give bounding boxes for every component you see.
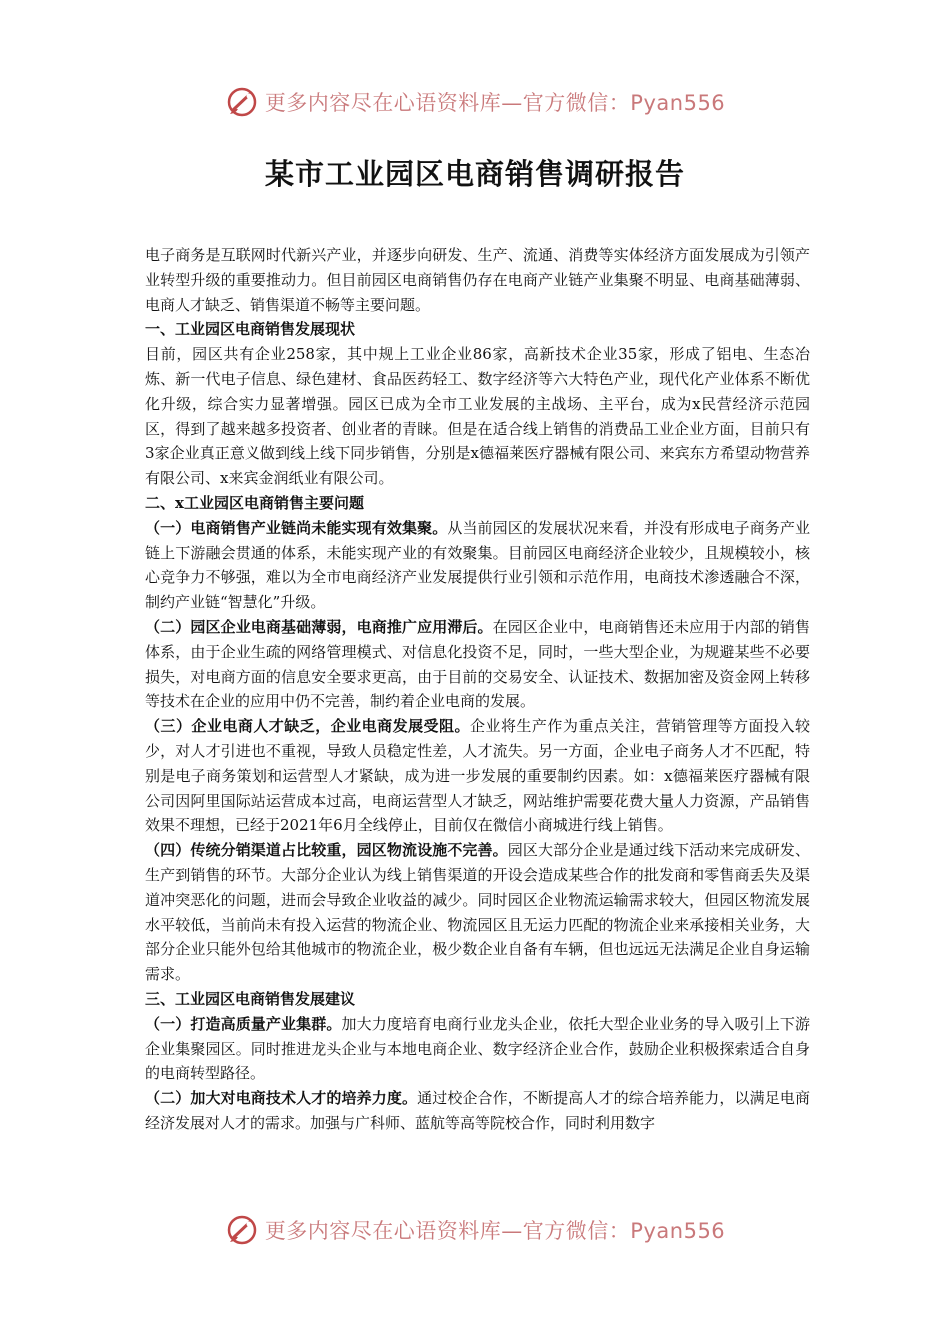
- section-2-item-1: [145, 516, 810, 615]
- intro-paragraph: 电子商务是互联网时代新兴产业，并逐步向研发、生产、流通、消费等实体经济方面发展成为引领产业转型升级的重要推动力。但目前园区电商销售仍存在电商产业链产业集聚不明显、电商基础薄弱、电商人才缺乏、销售渠道不畅等主要问题。: [145, 246, 810, 314]
- section-2-item-2: [145, 615, 810, 714]
- item-lead: （一）打造高质量产业集群。: [145, 1014, 342, 1033]
- section-2-item-3: [145, 714, 810, 838]
- section-3-heading: 三、工业园区电商销售发展建议: [145, 989, 356, 1008]
- footer-watermark-banner: [0, 1210, 950, 1250]
- brush-logo-icon: [225, 85, 259, 119]
- watermark-text: 更多内容尽在心语资料库—官方微信：Pyan556: [264, 1219, 726, 1243]
- item-lead: （三）企业电商人才缺乏，企业电商发展受阻。: [145, 717, 470, 736]
- page-title: 某市工业园区电商销售调研报告: [264, 157, 685, 191]
- item-lead: （二）园区企业电商基础薄弱，电商推广应用滞后。: [145, 617, 493, 636]
- brush-logo-icon: [225, 1213, 259, 1247]
- item-lead: （二）加大对电商技术人才的培养力度。: [145, 1089, 418, 1108]
- item-text: 企业将生产作为重点关注，营销管理等方面投入较少，对人才引进也不重视，导致人员稳定性差，人才流失。另一方面，企业电子商务人才不匹配，特别是电子商务策划和运营型人才紧缺，成为进一步发展的重要制约因素。如：x德福莱医疗器械有限公司因阿里国际站运营成本过高，电商运营型人才缺乏，网站维护需要花费大量人力资源，产品销售效果不理想，已经于2021年6月全线停止，目前仅在微信小商城进行线上销售。: [145, 717, 810, 835]
- item-text: 加大力度培育电商行业龙头企业，依托大型企业业务的导入吸引上下游企业集聚园区。同时推进龙头企业与本地电商企业、数字经济企业合作，鼓励企业积极探索适合自身的电商转型路径。: [145, 1014, 810, 1083]
- item-text: 从当前园区的发展状况来看，并没有形成电子商务产业链上下游融会贯通的体系，未能实现产业的有效聚集。目前园区电商经济企业较少，且规模较小，核心竞争力不够强，难以为全市电商经济产业发展提供行业引领和示范作用，电商技术渗透融合不深，制约产业链“智慧化”升级。: [145, 518, 810, 612]
- section-1-heading: 一、工业园区电商销售发展现状: [145, 320, 356, 339]
- section-3-item-1: [145, 1012, 810, 1086]
- item-text: 园区大部分企业是通过线下活动来完成研发、生产到销售的环节。大部分企业认为线上销售渠道的开设会造成某些合作的批发商和零售商丢失及渠道冲突恶化的问题，进而会导致企业收益的减少。同时园区企业物流运输需求较大，但园区物流发展水平较低，当前尚未有投入运营的物流企业、物流园区且无运力匹配的物流企业来承接相关业务，大部分企业只能外包给其他城市的物流企业，极少数企业自备有车辆，但也远远无法满足企业自身运输需求。: [145, 841, 810, 984]
- document-body: [145, 243, 810, 1136]
- item-lead: （四）传统分销渠道占比较重，园区物流设施不完善。: [145, 841, 508, 860]
- section-2-item-4: [145, 838, 810, 987]
- section-3-item-2: [145, 1086, 810, 1136]
- section-2-heading: 二、x工业园区电商销售主要问题: [145, 493, 364, 512]
- item-lead: （一）电商销售产业链尚未能实现有效集聚。: [145, 518, 448, 537]
- item-text: 在园区企业中，电商销售还未应用于内部的销售体系，由于企业生疏的网络管理模式、对信息化投资不足，同时，一些大型企业，为规避某些不必要损失，对电商方面的信息安全要求更高，由于目前的交易安全、认证技术、数据加密及资金网上转移等技术在企业的应用中仍不完善，制约着企业电商的发展。: [145, 617, 810, 711]
- section-1-paragraph: 目前，园区共有企业258家，其中规上工业企业86家，高新技术企业35家，形成了铝电、生态冶炼、新一代电子信息、绿色建材、食品医药轻工、数字经济等六大特色产业，现代化产业体系不断优化升级，综合实力显著增强。园区已成为全市工业发展的主战场、主平台，成为x民营经济示范园区，得到了越来越多投资者、创业者的青睐。但是在适合线上销售的消费品工业企业方面，目前只有3家企业真正意义做到线上线下同步销售，分别是x德福莱医疗器械有限公司、来宾东方希望动物营养有限公司、x来宾金润纸业有限公司。: [145, 345, 810, 488]
- item-text: 通过校企合作，不断提高人才的综合培养能力，以满足电商经济发展对人才的需求。加强与广科师、蓝航等高等院校合作，同时利用数字: [145, 1089, 810, 1132]
- watermark-text: 更多内容尽在心语资料库—官方微信：Pyan556: [264, 91, 726, 115]
- header-watermark-banner: [0, 82, 950, 122]
